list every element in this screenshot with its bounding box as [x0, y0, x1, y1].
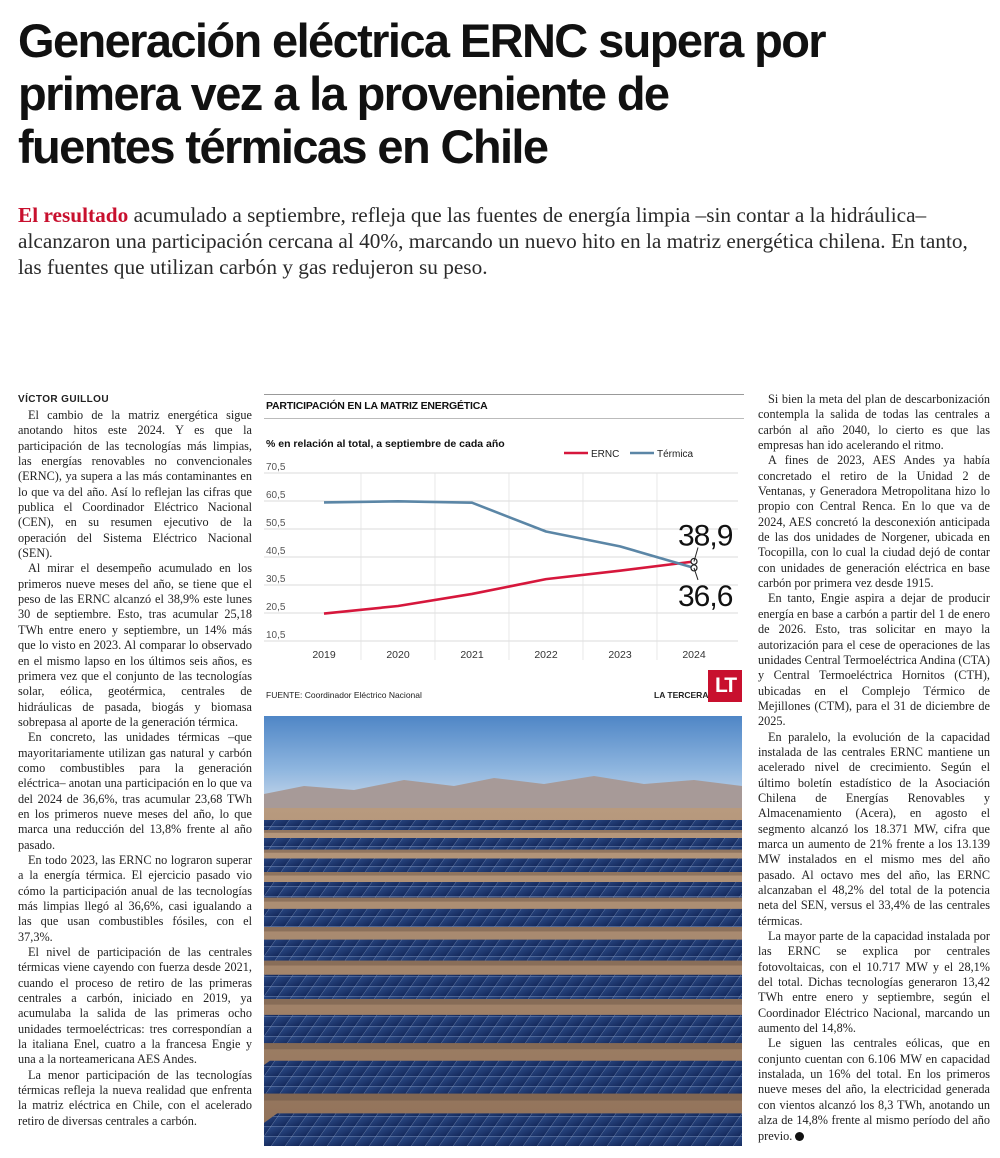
chart-title: PARTICIPACIÓN EN LA MATRIZ ENERGÉTICA [266, 400, 488, 412]
solar-panel-row [264, 975, 742, 999]
solar-panel-row [264, 1061, 742, 1094]
article-column-3 [758, 392, 990, 1144]
paragraph: En paralelo, la evolución de la capacidad instalada de las centrales ERNC mantiene un acelerado nivel de crecimiento. Según el último boletín estadístico de la Asociación Chilena de Energías Renovables y Almacenamiento (Acera), en agosto el segmento alcanzó los 18.371 MW, cifra que marca un aumento de 21% frente a los 13.139 MW instalados en el mismo mes del año pasado. Al octavo mes del año, las ERNC alcanzaban el 48,2% del total de la potencia neta del SEN, versus el 33,4% de las centrales térmicas. [758, 729, 990, 928]
paragraph: A fines de 2023, AES Andes ya había concretado el retiro de la Unidad 2 de Ventanas, y Generadora Metropolitana hizo lo propio con Central Renca. En lo que va de 2024, AES concretó la desconexión anticipada de las dos unidades de Norgener, ubicada en Tocopilla, con lo cual la ciudad dejó de contar con unidades de generación eléctrica en base carbón por primera vez desde 1915. [758, 453, 990, 591]
x-tick-label: 2023 [608, 649, 632, 661]
article-column-1 [18, 392, 252, 1129]
chart-subtitle: % en relación al total, a septiembre de cada año [266, 438, 505, 450]
panel-shadow [264, 830, 742, 833]
chart-source: FUENTE: Coordinador Eléctrico Nacional [266, 690, 422, 700]
end-label-termica: 36,6 [678, 579, 733, 613]
y-tick-label: 10,5 [266, 630, 286, 641]
end-label-ernc: 38,9 [678, 519, 733, 553]
legend-label: Térmica [657, 449, 694, 460]
chart [264, 392, 744, 710]
solar-panels-photo [264, 716, 742, 1146]
solar-panel-row [264, 1015, 742, 1043]
paragraph: En todo 2023, las ERNC no lograron superar a la energía térmica. El ejercicio pasado vio cómo la participación anual de las tecnologías más limpias llegó al 36,6%, casi igualando a las que usan combustibles fósiles, con el 37,3%. [18, 852, 252, 944]
byline: VÍCTOR GUILLOU [18, 394, 109, 405]
paragraph: Al mirar el desempeño acumulado en los primeros nueve meses del año, se tiene que el peso de las ERNC alcanzó el 38,9% este lunes 30 de septiembre. Esto, tras acumular 25,18 TWh entre enero y septiembre, un 14% más que lo visto en 2023. Al comparar lo observado en el mismo lapso en los últimos seis años, es primera vez que el conjunto de las tecnologías solar, eólica, geotérmica, centrales de hidráulicas de pasada, biogás y biomasa sobrepasa al aporte de la generación térmica. [18, 561, 252, 729]
solar-panel-row [264, 1113, 742, 1146]
panel-shadow [264, 927, 742, 931]
y-tick-label: 30,5 [266, 574, 286, 585]
panel-shadow [264, 1094, 742, 1101]
panel-shadow [264, 850, 742, 853]
y-tick-label: 60,5 [266, 490, 286, 501]
x-tick-label: 2024 [682, 649, 706, 661]
line-chart [264, 392, 744, 682]
solar-panels-image [264, 716, 742, 1146]
paragraph: En concreto, las unidades térmicas –que mayoritariamente utilizan gas natural y carbón como combustibles para la generación eléctrica– anotan una participación en lo que va del 2024 de 36,6%, tras acumular 23,68 TWh en los primeros nueve meses del año, lo que marca una reducción del 13,8% frente al año pasado. [18, 730, 252, 852]
paragraph: La menor participación de las tecnologías térmicas refleja la nueva realidad que enfrenta la matriz eléctrica en Chile, con el acelerado retiro de diversas centrales a carbón. [18, 1067, 252, 1128]
solar-panel-row [264, 838, 742, 850]
panel-shadow [264, 999, 742, 1005]
panel-shadow [264, 872, 742, 876]
paragraph: En tanto, Engie aspira a dejar de producir energía en base a carbón a partir del 1 de enero de 2026. Esto, tras solicitar en mayo la autorización para el cese de operaciones de las unidades Central Termoeléctrica Andina (CTA) y Central Termoeléctrica Hornitos (CTH), ubicadas en el Complejo Térmico de Mejillones (CTM), para el 31 de diciembre de 2025. [758, 591, 990, 729]
headline-line-1: Generación eléctrica ERNC supera por [18, 14, 825, 67]
paragraph-text: Le siguen las centrales eólicas, que en conjunto cuentan con 6.106 MW en capacidad instalada, un 16% del total. En los primeros nueve meses del año, la electricidad generada con vientos alcanzó los 8,3 TWh, anotando un alza de 14,8% frente al mismo período del año previo. [758, 1036, 990, 1143]
paragraph: El nivel de participación de las centrales térmicas viene cayendo con fuerza desde 2021, cuando el proceso de retiro de las primeras centrales a carbón, iniciado en 2019, ya acumulaba la salida de las primeras ocho unidades termoeléctricas: tres correspondían a la italiana Enel, cuatro a la francesa Engie y una a la norteamericana AES Andes. [18, 945, 252, 1067]
y-tick-label: 50,5 [266, 518, 286, 529]
y-tick-label: 20,5 [266, 602, 286, 613]
x-tick-label: 2021 [460, 649, 484, 661]
deck-text: acumulado a septiembre, refleja que las fuentes de energía limpia –sin contar a la hidráulica– alcanzaron una participación cercana al 40%, marcando un nuevo hito en la matriz energética chilena. En tanto, las fuentes que utilizan carbón y gas redujeron su peso. [18, 203, 968, 279]
headline-line-2: primera vez a la proveniente de [18, 67, 669, 120]
x-tick-label: 2020 [386, 649, 410, 661]
paragraph: El cambio de la matriz energética sigue anotando hitos este 2024. Y es que la participación de las tecnologías más limpias, las energías renovables no convencionales (ERNC), ya supera a las más contaminantes en lo que va del año. Así lo reflejan las cifras que publica el Coordinador Eléctrico Nacional (CEN), en su resumen ejecutivo de la operación del Sistema Eléctrico Nacional (SEN). [18, 408, 252, 561]
deck [18, 202, 993, 280]
y-tick-label: 40,5 [266, 546, 286, 557]
headline-line-3: fuentes térmicas en Chile [18, 120, 548, 173]
x-tick-label: 2019 [312, 649, 336, 661]
paragraph: La mayor parte de la capacidad instalada por las ERNC se explica por centrales fotovoltaicas, con el 10.717 MW y el 28,1% del total. Dichas tecnologías generaron 13,42 TWh entre enero y septiembre, según el Coordinador Eléctrico Nacional, marcando un aumento del 14,8%. [758, 929, 990, 1036]
paragraph: Si bien la meta del plan de descarbonización contempla la salida de todas las centrales a carbón al año 2040, lo cierto es que las empresas han ido acelerando el ritmo. [758, 392, 990, 453]
y-tick-label: 70,5 [266, 462, 286, 473]
la-tercera-logo: LT [708, 670, 742, 702]
x-tick-label: 2022 [534, 649, 558, 661]
solar-panel-row [264, 909, 742, 927]
end-mark-icon [795, 1132, 804, 1141]
headline [18, 14, 978, 173]
panel-shadow [264, 1043, 742, 1049]
end-marker [691, 565, 697, 571]
legend-label: ERNC [591, 449, 620, 460]
solar-panel-row [264, 882, 742, 898]
deck-lead: El resultado [18, 203, 129, 227]
panel-shadow [264, 898, 742, 902]
chart-brand: LA TERCERA [654, 690, 709, 700]
solar-panel-row [264, 940, 742, 961]
solar-panel-row [264, 859, 742, 872]
paragraph [758, 1036, 990, 1143]
solar-panel-row [264, 820, 742, 830]
panel-shadow [264, 961, 742, 966]
